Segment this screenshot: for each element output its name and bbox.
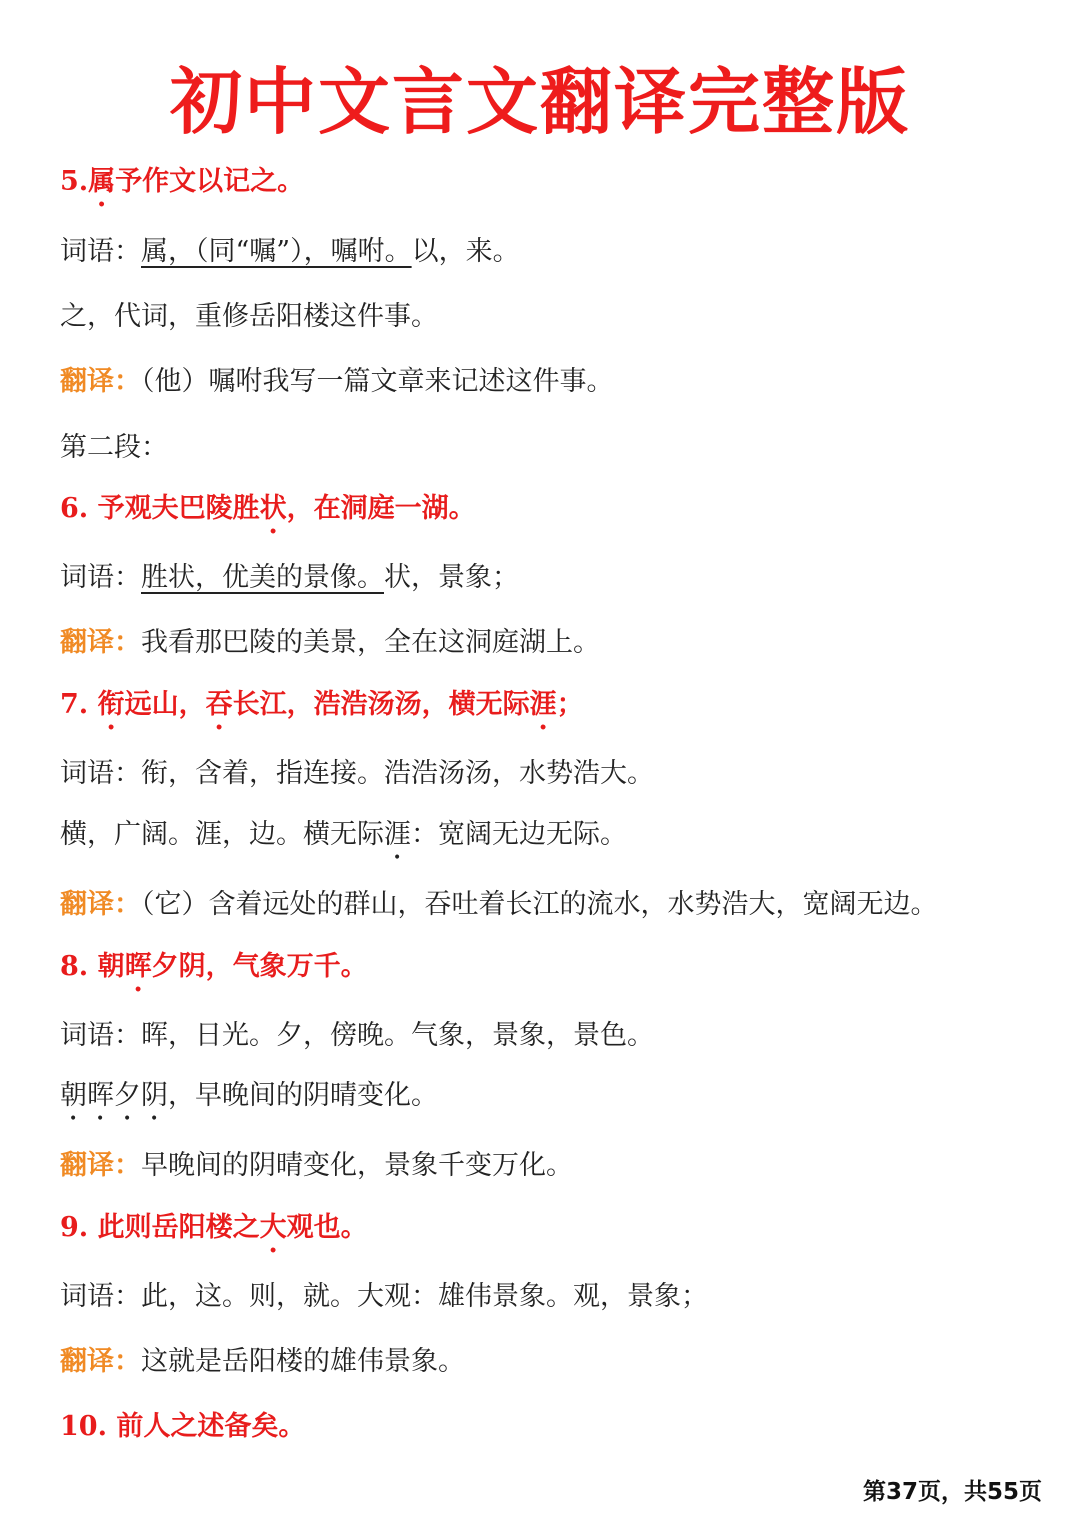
sentence-8-heading <box>60 947 368 998</box>
text-span: 观也。 <box>286 1212 368 1243</box>
translation-text: 早晚间的阴晴变化，景象千变万化。 <box>141 1150 573 1181</box>
translation-text: （它）含着远处的群山，吞吐着长江的流水，水势浩大，宽阔无边。 <box>141 889 938 920</box>
sentence-5-translation <box>60 362 614 402</box>
sentence-8-vocab-2 <box>60 1076 438 1127</box>
emphasis-char: 涯 <box>529 689 557 720</box>
emphasis-char: 属 <box>88 166 116 197</box>
sentence-7-heading <box>60 685 584 736</box>
text-span: ，在洞庭一湖。 <box>286 493 476 524</box>
translation-text: 这就是岳阳楼的雄伟景象。 <box>141 1346 465 1377</box>
sentence-9-translation <box>60 1342 465 1382</box>
text-span: 远山， <box>124 689 206 720</box>
text-span: 词语： <box>60 562 141 593</box>
translation-label: 翻译： <box>60 889 141 920</box>
text-span: 夕阴，气象万千。 <box>151 951 368 982</box>
sentence-9-heading <box>60 1208 368 1259</box>
translation-text: 我看那巴陵的美景，全在这洞庭湖上。 <box>141 627 600 658</box>
emphasis-char: 衔 <box>97 689 125 720</box>
translation-label: 翻译： <box>60 366 141 397</box>
sentence-7-vocab-2 <box>60 815 627 866</box>
text-span: 5. <box>60 166 89 197</box>
emphasis-char: 晖 <box>124 951 152 982</box>
emphasis-char: 吞 <box>205 689 233 720</box>
sentence-9-vocab: 词语：此，这。则，就。大观：雄伟景象。观，景象； <box>60 1281 708 1312</box>
text-span: ，早晚间的阴晴变化。 <box>168 1080 438 1111</box>
text-span: 9. 此则岳阳楼之 <box>60 1212 260 1243</box>
sentence-5-heading <box>60 162 304 213</box>
underlined-text: 属，（同“嘱”），嘱咐。 <box>141 236 412 267</box>
translation-label: 翻译： <box>60 1150 141 1181</box>
text-span: 8. 朝 <box>60 951 125 982</box>
text-span: 状，景象； <box>384 562 519 593</box>
text-span: ：宽阔无边无际。 <box>411 819 627 850</box>
page-number: 第37页，共55页 <box>862 1479 1042 1505</box>
text-span: ； <box>556 689 584 720</box>
sentence-8-vocab: 词语：晖，日光。夕，傍晚。气象，景象，景色。 <box>60 1020 654 1051</box>
emphasis-char: 朝晖夕阴 <box>60 1080 168 1111</box>
emphasis-char: 状 <box>259 493 287 524</box>
translation-text: （他）嘱咐我写一篇文章来记述这件事。 <box>141 366 614 397</box>
sentence-7-translation <box>60 885 938 925</box>
translation-label: 翻译： <box>60 627 141 658</box>
text-span: 予作文以记之。 <box>115 166 305 197</box>
sentence-6-vocab <box>60 558 519 598</box>
text-span: 7. <box>60 689 98 720</box>
text-span: 长江，浩浩汤汤，横无际 <box>232 689 530 720</box>
sentence-10-heading: 10. 前人之述备矣。 <box>60 1411 306 1442</box>
text-span: 词语： <box>60 236 141 267</box>
emphasis-char: 大 <box>259 1212 287 1243</box>
sentence-6-heading <box>60 489 476 540</box>
sentence-7-vocab: 词语：衔，含着，指连接。浩浩汤汤，水势浩大。 <box>60 758 654 789</box>
underlined-text: 胜状，优美的景像。 <box>141 562 384 593</box>
document-title: 初中文言文翻译完整版 <box>169 60 910 144</box>
sentence-5-vocab <box>60 232 520 272</box>
emphasis-char: 涯 <box>384 819 411 850</box>
text-span: 以，来。 <box>411 236 520 267</box>
text-span: 6. 予观夫巴陵胜 <box>60 493 260 524</box>
sentence-5-vocab-2: 之，代词，重修岳阳楼这件事。 <box>60 301 438 332</box>
sentence-6-translation <box>60 623 600 663</box>
sentence-8-translation <box>60 1146 573 1186</box>
section-label: 第二段： <box>60 432 168 463</box>
translation-label: 翻译： <box>60 1346 141 1377</box>
text-span: 横，广阔。涯，边。横无际 <box>60 819 384 850</box>
